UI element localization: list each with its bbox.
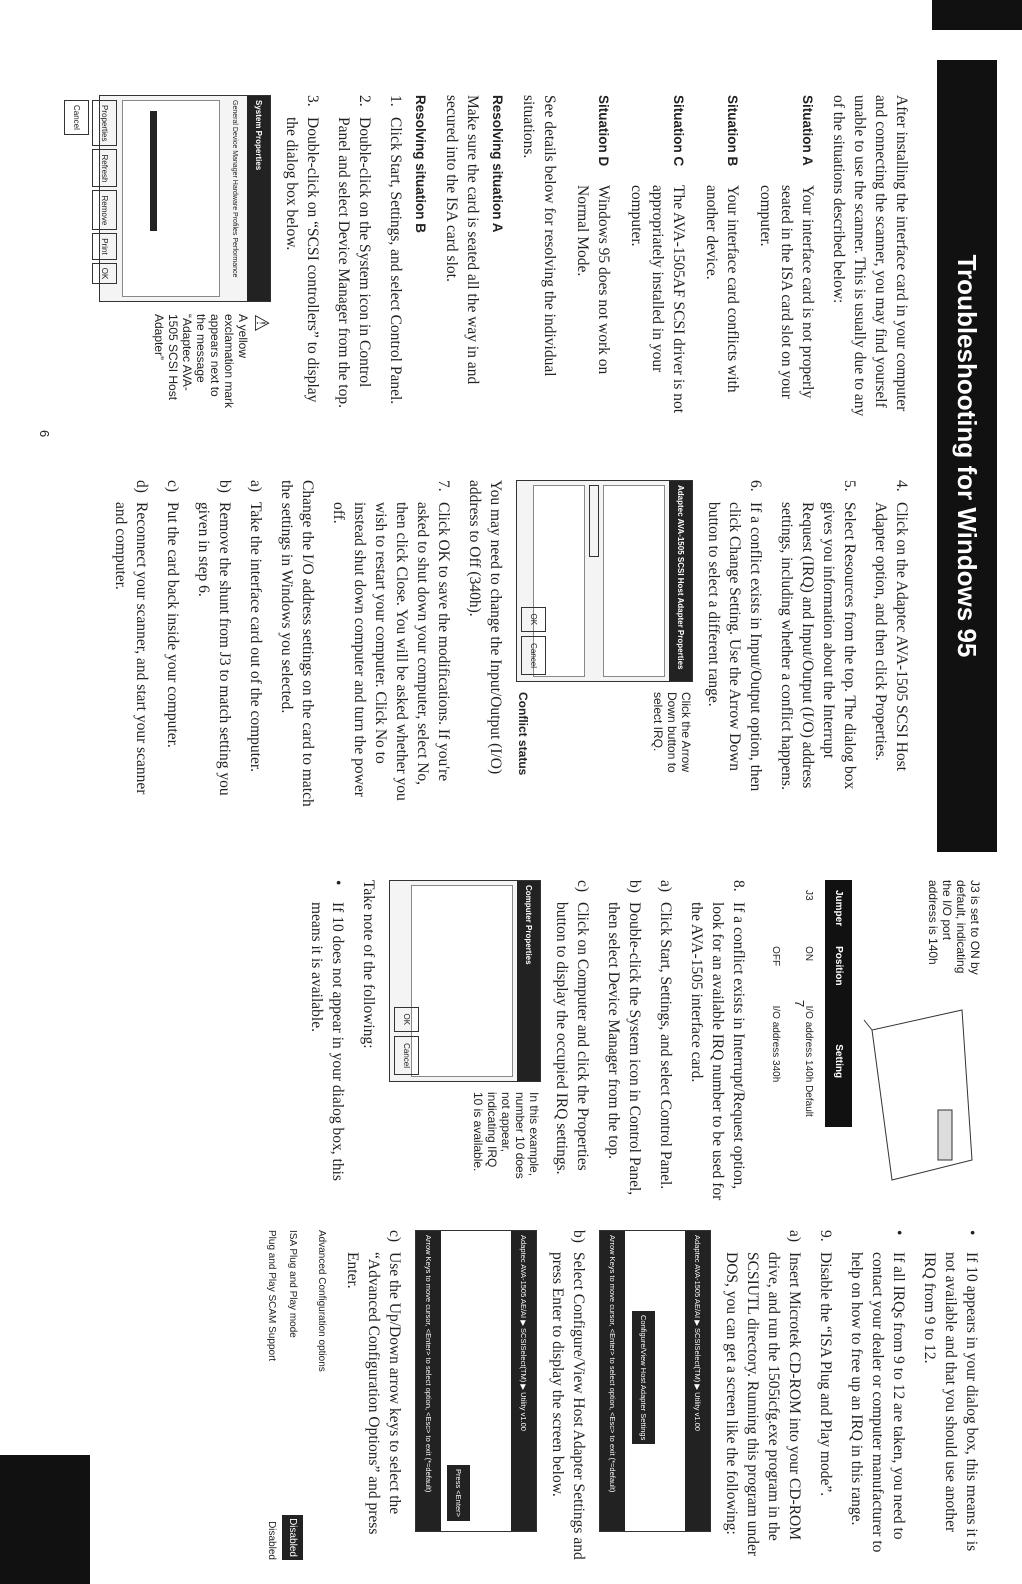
step-number: b) (216, 480, 233, 493)
situation-text: Your interface card is not properly seated in the ISA card slot on your computer. (757, 185, 816, 399)
step-text: Remove the shunt from J3 to match setting you given in step 6. (195, 502, 233, 796)
situation-text: Windows 95 does not work on Normal Mode. (574, 185, 612, 375)
step-number: c) (574, 880, 591, 893)
step-number: 7. (435, 480, 452, 492)
dialog-title: Adaptec AVA-1505 SCSI Host Adapter Properties (669, 481, 692, 681)
step-number: 8. (730, 880, 747, 892)
bullet-text: If 10 appears in your dialog box, this means it is not available and that you should use another IRQ from 9 to 12. (921, 1252, 980, 1552)
column-1 (72, 95, 912, 425)
situation-text: Your interface card conflicts with another device. (703, 185, 741, 393)
irq-figure (389, 880, 541, 1210)
step-number: 1. (387, 95, 404, 107)
table-cell: ON (803, 946, 814, 962)
step-number: a) (247, 480, 264, 493)
page-number-right: 7 (792, 1000, 807, 1008)
computer-properties-dialog (389, 880, 541, 1082)
situation-d (572, 95, 614, 425)
situation-label: Situation A (800, 95, 815, 166)
step-number: a) (786, 1230, 803, 1243)
step-7 (328, 480, 454, 810)
bullet-text: If 10 does not appear in your dialog box, this means it is available. (308, 902, 346, 1181)
table-row (759, 880, 792, 1127)
resources-figure (516, 480, 693, 810)
step-number: b) (626, 880, 643, 893)
change-io-text: Change the I/O address settings on the card to match the settings in Windows you selected. (278, 480, 316, 807)
resolving-b-heading: Resolving situation B (413, 95, 428, 234)
resources-callouts (516, 692, 693, 802)
take-note-text: Take note of the following: (360, 880, 377, 1049)
step-8b (603, 880, 645, 1210)
ok-button[interactable]: OK (92, 263, 117, 285)
step-3 (281, 95, 323, 425)
dos-screen-1 (599, 1230, 711, 1532)
step-text: Click OK to save the modifications. If you're asked to shut down your computer, select No, then click Close. You will be asked whether you wish to restart your computer. Click No to instead shut down computer and turn the power off. (330, 502, 452, 801)
change-setting-button[interactable] (589, 485, 599, 557)
step-text: Click on the Adaptec AVA-1505 SCSI Host Adapter option, and then click Properties. (872, 502, 910, 771)
table-cell: J3 (803, 890, 814, 901)
step-text: Put the card back inside your computer. (164, 502, 181, 748)
step-8c (551, 880, 593, 1210)
step-text: Insert Microtek CD-ROM into your CD-ROM drive, and run the 1505icfg.exe program in the SCSIUTL directory. Running this program under DOS, you can get a screen like the following: (723, 1252, 803, 1557)
press-enter-highlight[interactable]: Press <Enter> (447, 1465, 470, 1521)
option-row (261, 1230, 282, 1560)
bullet-icon: • (890, 1230, 907, 1236)
dialog-title: System Properties (247, 96, 270, 301)
dos-body (625, 1231, 685, 1531)
exclamation-icon: ⚠ (250, 314, 272, 332)
step-8a (655, 880, 676, 1210)
step-number: c) (386, 1230, 403, 1243)
interface-card-illustration (862, 990, 982, 1190)
step-text: Take the interface card out of the computer. (247, 502, 264, 773)
step-text: Double-click on the System icon in Control Panel and select Device Manager from the top. (335, 117, 373, 408)
substep-b (193, 480, 235, 810)
step-text: Select Resources from the top. The dialog box gives you information about the Interrupt Request (IRQ) and Input/Output (I/O) address settings, including whether a conflict happens. (778, 502, 858, 790)
resource-settings-list (603, 485, 665, 677)
card-figure (862, 880, 982, 1210)
step-number: d) (133, 480, 150, 493)
step-number: 9. (817, 1230, 834, 1242)
dos-body (441, 1231, 511, 1531)
configure-option[interactable]: Configure/View Host Adapter Settings (632, 1311, 655, 1444)
page-title: Troubleshooting for Windows 95 (937, 60, 997, 852)
step-text: Click Start, Settings, and select Control Panel. (657, 902, 674, 1190)
table-cell: OFF (770, 946, 781, 967)
ok-button[interactable]: OK (521, 607, 546, 633)
step-2 (333, 95, 375, 425)
column-3 (296, 880, 982, 1210)
situation-text: The AVA-1505AF SCSI driver is not appropriately installed in your computer. (628, 185, 687, 414)
properties-button[interactable]: Properties (92, 100, 117, 146)
irq-list (411, 885, 513, 1077)
dialog-buttons (394, 1007, 419, 1075)
step-text: If a conflict exists in Input/Output option, then click Change Setting. Use the Arrow Down button to select a different range. (705, 502, 764, 792)
step-9 (815, 1230, 836, 1560)
arrow-down-callout: Click the Arrow Down button to select IRQ. (651, 692, 693, 773)
dos-footer-bar: Arrow Keys to move cursor, <Enter> to select option, <Esc> to exit (*=default) (416, 1231, 441, 1531)
column-4 (261, 1230, 982, 1560)
step-6 (703, 480, 766, 810)
see-details-text: See details below for resolving the individual situations. (520, 95, 558, 377)
setting-header: Setting (825, 996, 852, 1127)
step-number: 6. (747, 480, 764, 492)
situation-b (701, 95, 743, 425)
step-4 (870, 480, 912, 810)
cancel-button[interactable]: Cancel (394, 1036, 419, 1075)
step-text: Reconnect your scanner, and start your scanner and computer. (112, 502, 150, 795)
device-tree (122, 100, 220, 297)
option-value[interactable]: Disabled (266, 1521, 277, 1560)
cancel-button[interactable]: Cancel (64, 100, 89, 135)
device-manager-figure (72, 95, 272, 425)
advanced-options-title: Advanced Configuration options (316, 1230, 327, 1372)
step-text: Click Start, Settings, and select Control Panel. (387, 117, 404, 405)
step-8 (686, 880, 749, 1210)
option-value[interactable]: Disabled (282, 1515, 303, 1560)
io-note: You may need to change the Input/Output (I/O) address to Off (340h). (466, 480, 504, 775)
dos-title-bar: Adaptec AVA-1505 AE/AI ▶ SCSISelect(TM) ▶ Utility v1.00 (685, 1231, 710, 1531)
situation-label: Situation B (725, 95, 740, 167)
situation-label: Situation C (671, 95, 686, 167)
table-cell (759, 880, 792, 936)
yellow-callout (99, 314, 271, 414)
resolving-a-heading: Resolving situation A (490, 95, 505, 233)
situation-c (626, 95, 689, 425)
step-1 (385, 95, 406, 425)
dialog-title: Computer Properties (517, 881, 540, 1081)
step-text: Disable the “ISA Plug and Play mode”. (817, 1252, 834, 1497)
bullet-item (306, 880, 348, 1210)
ok-button[interactable]: OK (394, 1007, 419, 1033)
bullet-item (919, 1230, 982, 1560)
step-text: Select Configure/View Host Adapter Settings and press Enter to display the screen below. (549, 1252, 587, 1560)
step-number: 2. (356, 95, 373, 107)
bullet-item (846, 1230, 909, 1560)
step-number: a) (657, 880, 674, 893)
page-number-left: 6 (37, 430, 52, 438)
bullet-text: If all IRQs from 9 to 12 are taken, you need to contact your dealer or computer manufacturer to help on how to free up an IRQ in this range. (848, 1252, 907, 1553)
intro-text: After installing the interface card in your computer and connecting the scanner, you may find yourself unable to use the scanner. This is usually due to any of the situations described below: (830, 95, 910, 417)
irq-callout: In this example, number 10 does not appear, indicating IRQ 10 is available. (471, 1092, 541, 1179)
selected-device-row[interactable] (150, 111, 157, 231)
callout-text: A yellow exclamation mark appears next to the message “Adaptec AVA-1505 SCSI Host Adapter” (152, 314, 250, 409)
dos-title-bar: Adaptec AVA-1505 AE/AI ▶ SCSISelect(TM) ▶ Utility v1.00 (511, 1231, 536, 1531)
j3-note: J3 is set to ON by default, indicating the I/O port address is 140h (926, 880, 982, 975)
remove-button[interactable]: Remove (92, 190, 117, 230)
bullet-icon: • (963, 1230, 980, 1236)
step-text: Double-click the System icon in Control Panel, then select Device Manager from the top. (605, 902, 643, 1196)
step-number: 5. (841, 480, 858, 492)
jumper-header: Jumper (825, 880, 852, 936)
substep-a (245, 480, 266, 810)
print-button[interactable]: Print (92, 233, 117, 259)
step-text: Use the Up/Down arrow keys to select the “Advanced Configuration Options” and press Enter. (344, 1252, 403, 1535)
dialog-buttons (61, 96, 120, 301)
system-properties-dialog (72, 95, 271, 302)
bullet-icon: • (329, 880, 346, 886)
option-row (282, 1230, 303, 1560)
dialog-buttons (521, 607, 546, 675)
step-text: Double-click on “SCSI controllers” to display the dialog box below. (283, 117, 321, 403)
dialog-tabs: General Device Manager Hardware Profiles Performance (231, 100, 238, 278)
step-9c (342, 1230, 405, 1560)
option-label: Plug and Play SCAM Support (266, 1230, 277, 1362)
conflict-status-callout: Conflict status (516, 692, 530, 776)
step-text: Click on Computer and click the Properties button to display the occupied IRQ settings. (553, 902, 591, 1175)
position-header: Position (825, 936, 852, 995)
step-5 (776, 480, 860, 810)
step-text: If a conflict exists in Interrupt/Request option, look for an available IRQ number to be used for the AVA-1505 interface card. (688, 902, 747, 1201)
step-9b (547, 1230, 589, 1560)
dos-footer-bar: Arrow Keys to move cursor, <Enter> to select option, <Esc> to exit (*=default) (600, 1231, 625, 1531)
table-cell: I/O address 140h Default (803, 1005, 814, 1117)
option-label: ISA Plug and Play mode (287, 1230, 298, 1338)
step-9a (721, 1230, 805, 1560)
advanced-options (261, 1230, 332, 1560)
adapter-properties-dialog (516, 480, 693, 682)
cancel-button[interactable]: Cancel (521, 636, 546, 675)
dos-screen-2 (415, 1230, 537, 1532)
step-number: 4. (893, 480, 910, 492)
refresh-button[interactable]: Refresh (92, 149, 117, 187)
step-number: 3. (304, 95, 321, 107)
table-cell: I/O address 340h (770, 1005, 781, 1083)
step-number: b) (570, 1230, 587, 1243)
situation-label: Situation D (596, 95, 611, 167)
resolving-a-text: Make sure the card is seated all the way in and secured into the ISA card slot. (443, 95, 481, 385)
column-2 (100, 480, 912, 810)
step-number: c) (164, 480, 181, 493)
substep-c (162, 480, 183, 810)
situation-a (755, 95, 818, 425)
substep-d (110, 480, 152, 810)
